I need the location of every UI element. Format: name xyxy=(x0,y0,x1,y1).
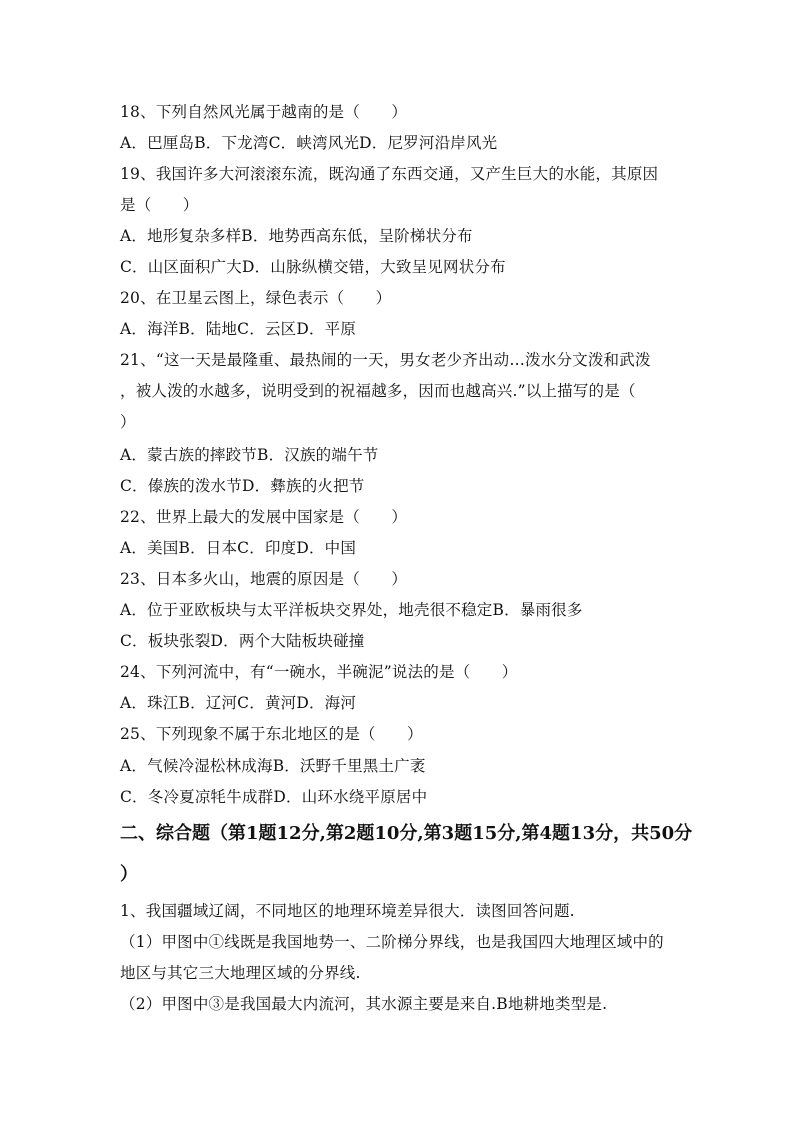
section-2-title-line1: 二、综合题（第1题12分,第2题10分,第3题15分,第4题13分，共50分 xyxy=(120,823,693,844)
question-21-stem-line2: ，被人泼的水越多，说明受到的祝福越多，因而也越高兴.”以上描写的是（ xyxy=(120,382,636,400)
question-22-options: A．美国B．日本C．印度D．中国 xyxy=(120,539,357,557)
comprehensive-q1-sub2: （2）甲图中③是我国最大内流河，其水源主要是来自.B地耕地类型是. xyxy=(120,995,608,1013)
question-21-options-line1: A．蒙古族的摔跤节B．汉族的端午节 xyxy=(120,446,379,464)
question-22-stem: 22、世界上最大的发展中国家是（ ） xyxy=(120,508,408,526)
question-25-options-line1: A．气候冷湿松林成海B．沃野千里黑土广袤 xyxy=(120,757,426,775)
question-25-options-line2: C．冬冷夏凉牦牛成群D．山环水绕平原居中 xyxy=(120,788,428,806)
comprehensive-q1-sub1-line2: 地区与其它三大地理区域的分界线. xyxy=(120,964,361,982)
question-19-stem-line1: 19、我国许多大河滚滚东流，既沟通了东西交通，又产生巨大的水能，其原因 xyxy=(120,165,659,183)
question-24-stem: 24、下列河流中，有“一碗水，半碗泥”说法的是（ ） xyxy=(120,663,518,681)
question-19-stem-line2: 是（ ） xyxy=(120,196,199,214)
question-21-stem-line1: 21、“这一天是最隆重、最热闹的一天，男女老少齐出动…泼水分文泼和武泼 xyxy=(120,351,651,369)
question-18-stem: 18、下列自然风光属于越南的是（ ） xyxy=(120,103,408,121)
question-23-options-line2: C．板块张裂D．两个大陆板块碰撞 xyxy=(120,632,365,650)
question-19-options-line2: C．山区面积广大D．山脉纵横交错，大致呈见网状分布 xyxy=(120,258,506,276)
comprehensive-q1-sub1-line1: （1）甲图中①线既是我国地势一、二阶梯分界线，也是我国四大地理区域中的 xyxy=(120,933,664,951)
question-18-options: A．巴厘岛B．下龙湾C．峡湾风光D．尼罗河沿岸风光 xyxy=(120,134,498,152)
question-23-stem: 23、日本多火山，地震的原因是（ ） xyxy=(120,570,408,588)
question-19-options-line1: A．地形复杂多样B．地势西高东低，呈阶梯状分布 xyxy=(120,227,473,245)
question-23-options-line1: A．位于亚欧板块与太平洋板块交界处，地壳很不稳定B．暴雨很多 xyxy=(120,601,583,619)
question-25-stem: 25、下列现象不属于东北地区的是（ ） xyxy=(120,725,423,743)
comprehensive-q1-intro: 1、我国疆域辽阔，不同地区的地理环境差异很大．读图回答问题. xyxy=(120,902,575,920)
section-2-title-line2: ） xyxy=(120,864,138,885)
question-20-options: A．海洋B．陆地C．云区D．平原 xyxy=(120,320,357,338)
question-24-options: A．珠江B．辽河C．黄河D．海河 xyxy=(120,694,357,712)
question-20-stem: 20、在卫星云图上，绿色表示（ ） xyxy=(120,289,392,307)
question-21-stem-line3: ） xyxy=(120,413,136,431)
question-21-options-line2: C．傣族的泼水节D．彝族的火把节 xyxy=(120,477,365,495)
